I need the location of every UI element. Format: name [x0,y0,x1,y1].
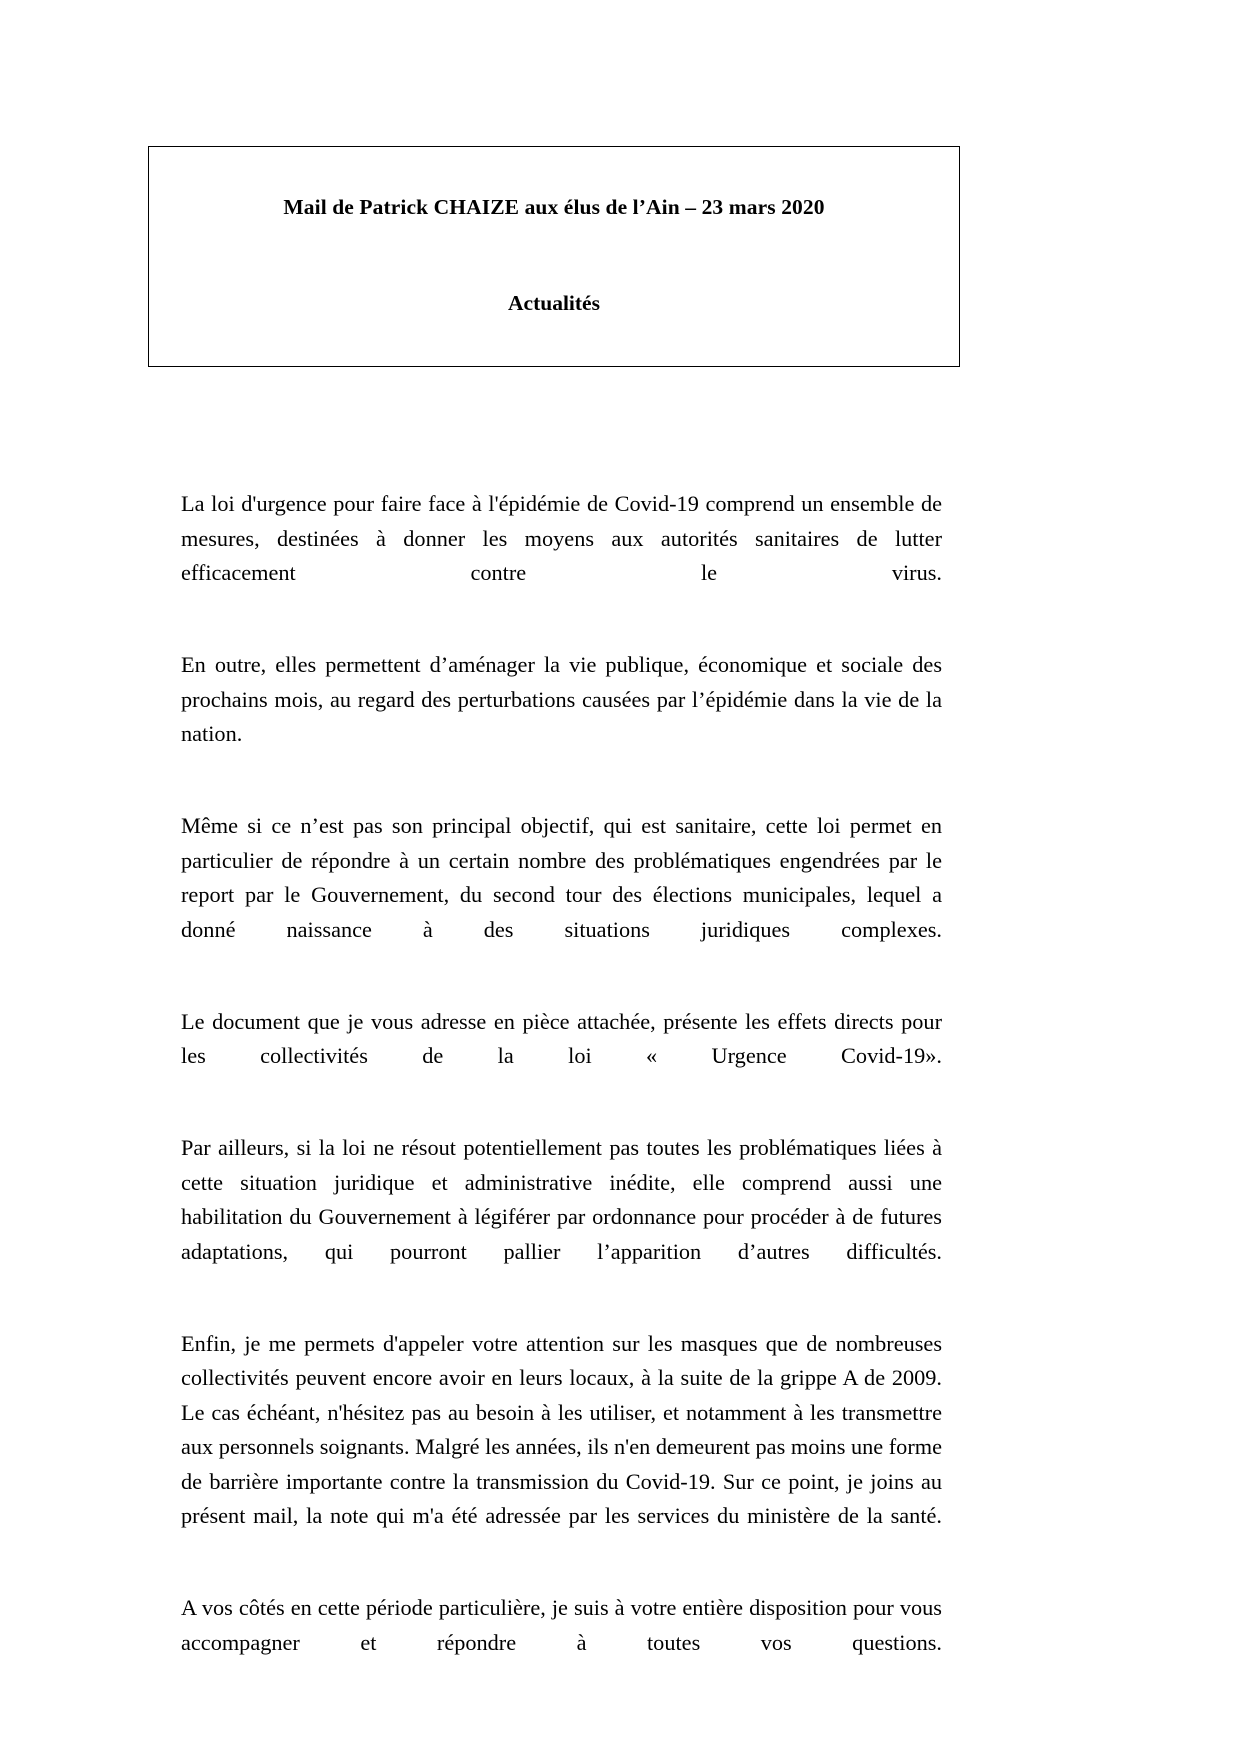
paragraph-2: En outre, elles permettent d’aménager la vie publique, économique et sociale des prochains mois, au regard des perturbations causées par l’épidémie dans la vie de la nation. [181,652,942,746]
paragraph-6: Enfin, je me permets d'appeler votre attention sur les masques que de nombreuses collectivités peuvent encore avoir en leurs locaux, à la suite de la grippe A de 2009. Le cas échéant, n'hésitez pas au besoin à les utiliser, et notamment à les transmettre aux personnels soignants. Malgré les années, ils n'en demeurent pas moins une forme de barrière importante contre la transmission du Covid-19. Sur ce point, je joins au présent mail, la note qui m'a été adressée par les services du ministère de la santé. [181,1330,942,1528]
paragraph-4: Le document que je vous adresse en pièce attachée, présente les effets directs pour les collectivités de la loi « Urgence Covid-19». [181,1008,942,1068]
paragraph-1: La loi d'urgence pour faire face à l'épidémie de Covid-19 comprend un ensemble de mesures, destinées à donner les moyens aux autorités sanitaires de lutter efficacement contre le virus. [181,491,942,585]
paragraph-7: A vos côtés en cette période particulière, je suis à votre entière disposition pour vous accompagner et répondre à toutes vos questions. [181,1595,942,1655]
page-subtitle: Actualités [508,291,600,315]
paragraph-5: Par ailleurs, si la loi ne résout potentiellement pas toutes les problématiques liées à cette situation juridique et administrative inédite, elle comprend aussi une habilitation du Gouvernement à légiférer par ordonnance pour procéder à de futures adaptations, qui pourront pallier l’apparition d’autres difficultés. [181,1135,942,1264]
header-box [148,146,960,367]
page-title: Mail de Patrick CHAIZE aux élus de l’Ain – 23 mars 2020 [283,195,825,219]
body-text [181,487,942,1695]
paragraph-3: Même si ce n’est pas son principal objectif, qui est sanitaire, cette loi permet en particulier de répondre à un certain nombre des problématiques engendrées par le report par le Gouvernement, du second tour des élections municipales, lequel a donné naissance à des situations juridiques complexes. [181,813,942,942]
